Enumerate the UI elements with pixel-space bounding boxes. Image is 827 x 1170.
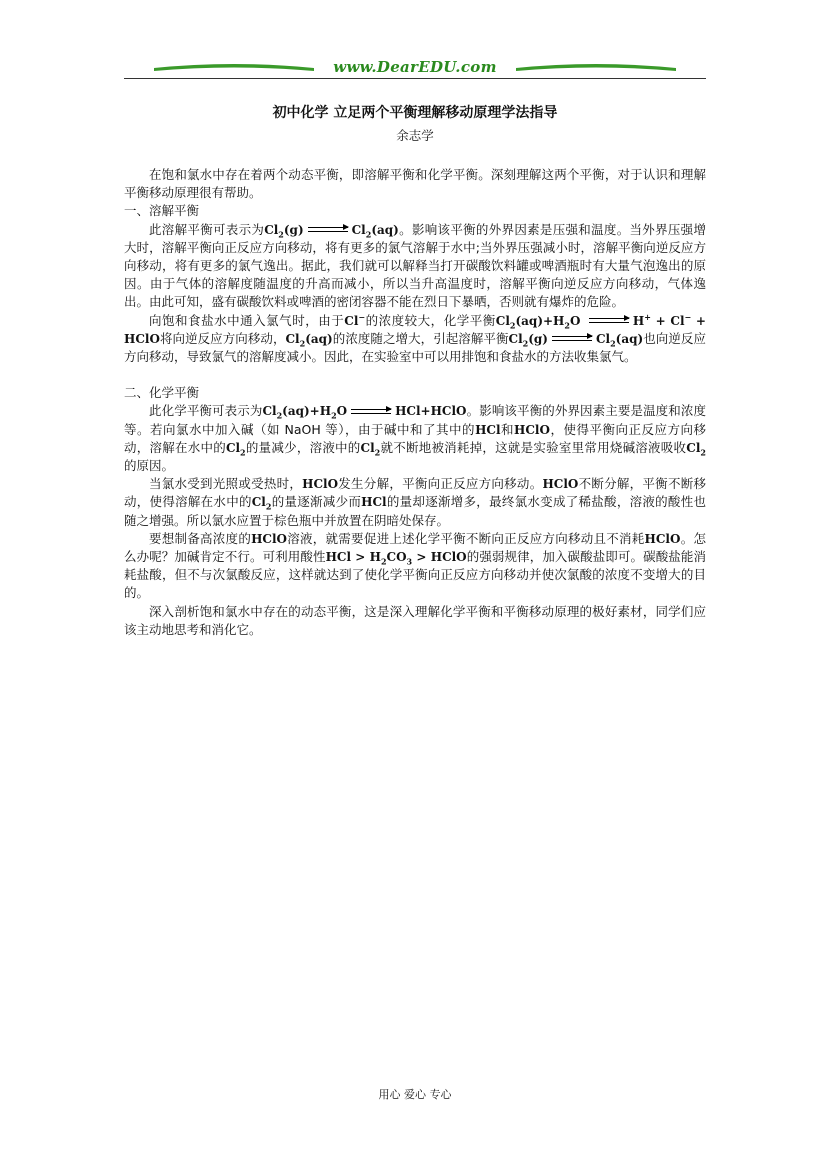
section-heading: 一、溶解平衡 — [124, 203, 200, 219]
page-title: 初中化学 立足两个平衡理解移动原理学法指导 — [272, 105, 558, 121]
author: 余志学 — [396, 128, 434, 143]
section-heading: 二、化学平衡 — [124, 385, 200, 401]
header-divider — [124, 78, 706, 79]
article-body — [124, 166, 706, 639]
site-logo[interactable]: www.DearEDU.com — [333, 58, 497, 76]
spacer — [124, 366, 706, 384]
paragraph: 当氯水受到光照或受热时，HClO发生分解，平衡向正反应方向移动。HClO不断分解，平衡不断移动，使得溶解在水中的$Cl_2$的量逐渐减少而HCl的量却逐渐增多，最终氯水变成了稀盐酸，溶液的酸性也随之增强。所以氯水应置于棕色瓶中并放置在阴暗处保存。 — [124, 476, 706, 528]
page-footer: 用心 爱心 专心 — [378, 1088, 452, 1101]
equilibrium-arrow-icon — [308, 226, 348, 234]
equilibrium-arrow-icon — [589, 317, 629, 325]
paragraph: 此化学平衡可表示为$Cl_2(aq)+H_2O$ HCl+HClO。影响该平衡的外界因素主要是温度和浓度等。若向氯水中加入碱（如 NaOH 等），由于碱中和了其中的HCl和HClO，使得平衡向正反应方向移动，溶解在水中的$Cl_2$的量减少，溶液中的$Cl_2$就不断地被消耗掉，这就是实验室里常用烧碱溶液吸收$Cl_2$的原因。 — [124, 403, 706, 474]
equilibrium-arrow-icon — [552, 335, 592, 343]
equilibrium-arrow-icon — [351, 408, 391, 416]
paragraph: 深入剖析饱和氯水中存在的动态平衡，这是深入理解化学平衡和平衡移动原理的极好素材，同学们应该主动地思考和消化它。 — [124, 603, 706, 637]
paragraph: 向饱和食盐水中通入氯气时，由于Cl−的浓度较大，化学平衡$Cl_2(aq)+H_2O$ H+ + Cl− + HClO将向逆反应方向移动，$Cl_2(aq)$的浓度随之增大，引起溶解平衡$Cl_2(g)$ $Cl_2(aq)$也向逆反应方向移动，导致氯气的溶解度减小。因此，在实验室中可以用排饱和食盐水的方法收集氯气。 — [124, 311, 706, 365]
paragraph: 要想制备高浓度的HClO溶液，就需要促进上述化学平衡不断向正反应方向移动且不消耗HClO。怎么办呢？加碱肯定不行。可利用酸性HCl > $H_2CO_3$ > HClO的强弱规律，加入碳酸盐即可。碳酸盐能消耗盐酸，但不与次氯酸反应，这样就达到了使化学平衡向正反应方向移动并使次氯酸的浓度不变增大的目的。 — [124, 530, 706, 601]
paragraph: 此溶解平衡可表示为$Cl_2(g)$ $Cl_2(aq)$。影响该平衡的外界因素是压强和温度。当外界压强增大时，溶解平衡向正反应方向移动，将有更多的氯气溶解于水中;当外界压强减小时，溶解平衡向逆反应方向移动，将有更多的氯气逸出。据此，我们就可以解释当打开碳酸饮料罐或啤酒瓶时有大量气泡逸出的原因。由于气体的溶解度随温度的升高而减小，所以当升高温度时，溶解平衡向逆反应方向移动，气体逸出。由此可知，盛有碳酸饮料或啤酒的密闭容器不能在烈日下暴晒，否则就有爆炸的危险。 — [124, 221, 706, 310]
intro-paragraph: 在饱和氯水中存在着两个动态平衡，即溶解平衡和化学平衡。深刻理解这两个平衡，对于认识和理解平衡移动原理很有帮助。 — [124, 167, 706, 201]
